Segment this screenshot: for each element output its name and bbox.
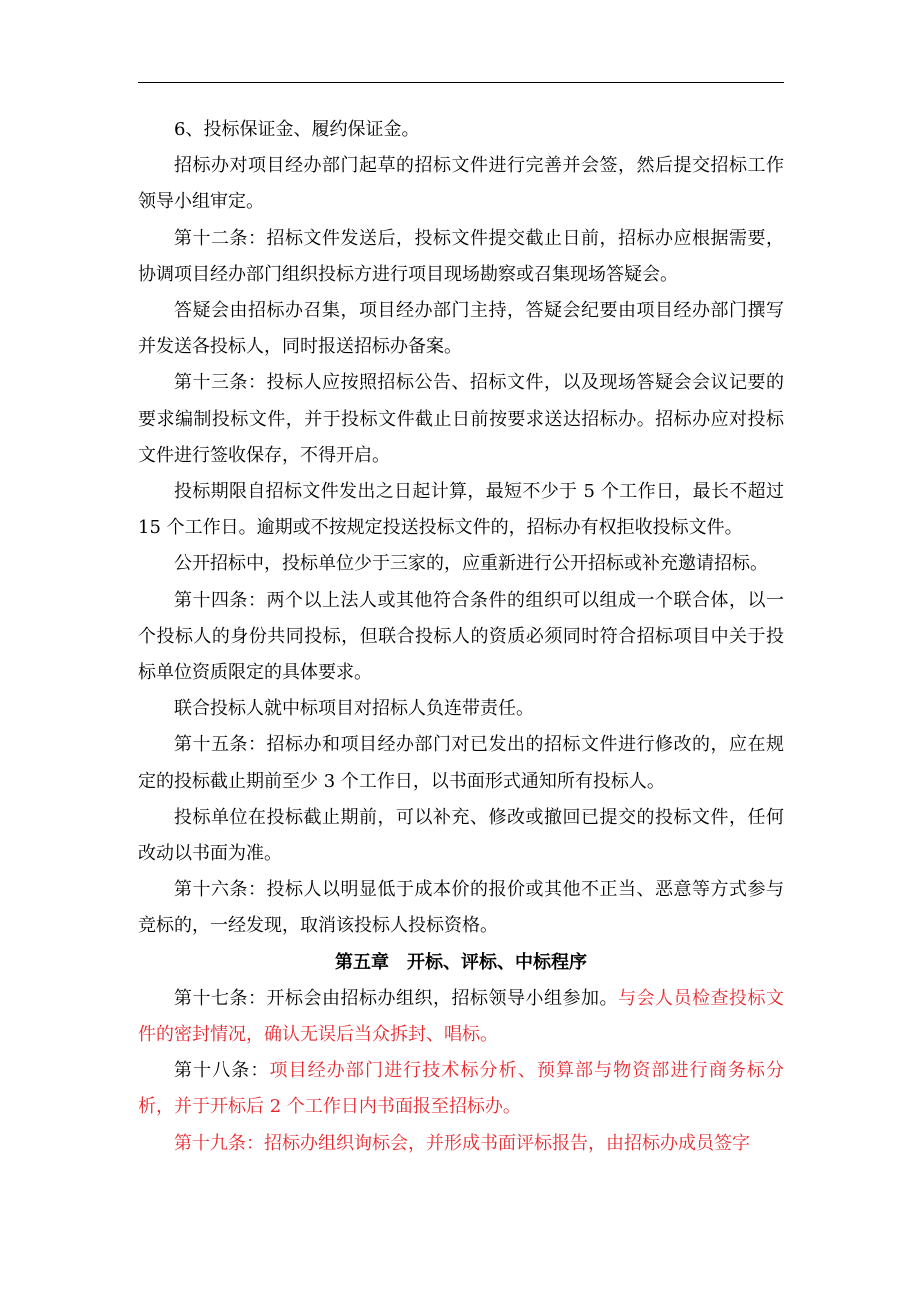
article-18-highlight: 项目经办部门进行技术标分析、预算部与物资部进行商务标分析，并于开标后 2 个工作日内书面报至招标办。 (138, 1060, 784, 1118)
paragraph: 公开招标中，投标单位少于三家的，应重新进行公开招标或补充邀请招标。 (174, 553, 768, 575)
paragraph: 第十二条：招标文件发送后，投标文件提交截止日前，招标办应根据需要，协调项目经办部门组织投标方进行项目现场勘察或召集现场答疑会。 (138, 227, 784, 285)
paragraph: 联合投标人就中标项目对招标人负连带责任。 (174, 698, 534, 720)
article-19-highlight: 第十九条：招标办组织询标会，并形成书面评标报告，由招标办成员签字 (174, 1132, 750, 1154)
paragraph: 答疑会由招标办召集，项目经办部门主持，答疑会纪要由项目经办部门撰写并发送各投标人，同时报送招标办备案。 (138, 300, 784, 358)
article-19 (138, 1126, 784, 1162)
paragraph: 第十五条：招标办和项目经办部门对已发出的招标文件进行修改的，应在规定的投标截止期前至少 3 个工作日，以书面形式通知所有投标人。 (138, 734, 784, 792)
paragraph: 6、投标保证金、履约保证金。 (174, 119, 420, 140)
paragraph: 第十四条：两个以上法人或其他符合条件的组织可以组成一个联合体，以一个投标人的身份共同投标，但联合投标人的资质必须同时符合招标项目中关于投标单位资质限定的具体要求。 (138, 589, 784, 684)
paragraph: 第十三条：投标人应按照招标公告、招标文件，以及现场答疑会会议记要的要求编制投标文件，并于投标文件截止日前按要求送达招标办。招标办应对投标文件进行签收保存，不得开启。 (138, 372, 784, 466)
article-17-highlight: 与会人员检查投标文件的密封情况，确认无误后当众拆封、唱标。 (138, 987, 784, 1046)
chapter-heading: 第五章 开标、评标、中标程序 (335, 951, 587, 973)
paragraph: 投标单位在投标截止期前，可以补充、修改或撤回已提交的投标文件，任何改动以书面为准。 (138, 806, 784, 865)
article-17-text: 第十七条：开标会由招标办组织，招标领导小组参加。 (174, 987, 618, 1009)
document-body (138, 112, 784, 1162)
paragraph: 第十六条：投标人以明显低于成本价的报价或其他不正当、恶意等方式参与竞标的，一经发现，取消该投标人投标资格。 (138, 879, 784, 937)
article-18 (138, 1053, 784, 1125)
header-rule (138, 82, 784, 83)
article-18-text: 第十八条： (174, 1060, 270, 1082)
paragraph: 投标期限自招标文件发出之日起计算，最短不少于 5 个工作日，最长不超过 15 个工作日。逾期或不按规定投送投标文件的，招标办有权拒收投标文件。 (138, 481, 784, 539)
article-17 (138, 981, 784, 1053)
paragraph: 招标办对项目经办部门起草的招标文件进行完善并会签，然后提交招标工作领导小组审定。 (138, 155, 784, 213)
